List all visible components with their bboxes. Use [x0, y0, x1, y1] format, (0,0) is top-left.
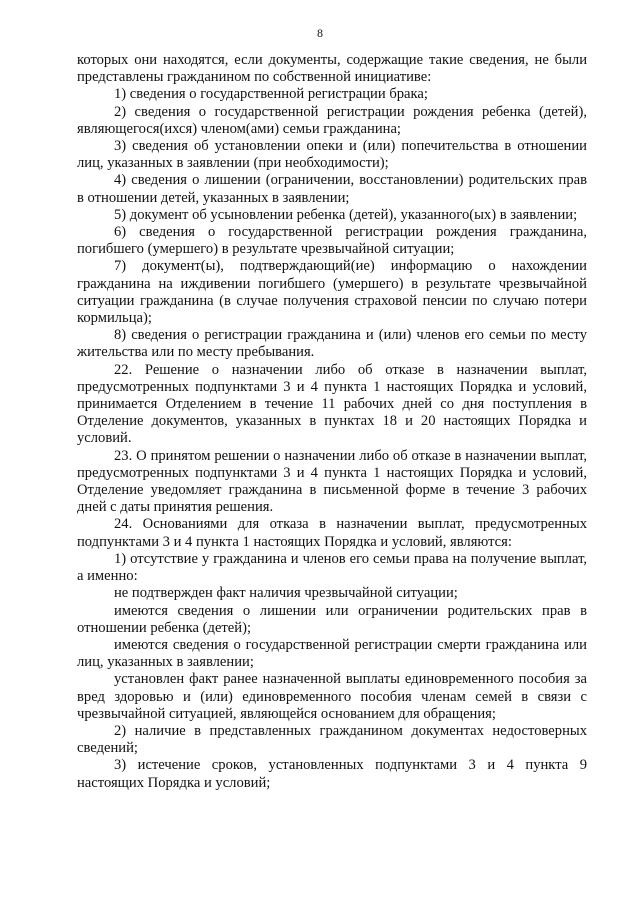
paragraph: имеются сведения о государственной регистрации смерти гражданина или лиц, указанных в заявлении;: [77, 636, 587, 671]
paragraph: 8) сведения о регистрации гражданина и (или) членов его семьи по месту жительства или по месту пребывания.: [77, 327, 587, 361]
paragraph: имеются сведения о лишении или ограничении родительских прав в отношении ребенка (детей);: [77, 602, 587, 636]
page-number: 8: [317, 26, 323, 40]
paragraph: 22. Решение о назначении либо об отказе в назначении выплат, предусмотренных подпунктами 3 и 4 пункта 1 настоящих Порядка и условий, принимается Отделением в течение 11 рабочих дней со дня поступления в Отделение документов, указанных в пунктах 18 и 20 настоящих Порядка и условий.: [77, 361, 587, 447]
paragraph: установлен факт ранее назначенной выплаты единовременного пособия за вред здоровью и (или) единовременного пособия членам семей в связи с чрезвычайной ситуацией, являющейся основанием для обращения;: [77, 671, 587, 722]
document-body: [77, 52, 587, 792]
paragraph: 5) документ об усыновлении ребенка (детей), указанного(ых) в заявлении;: [114, 206, 578, 223]
paragraph: 2) сведения о государственной регистрации рождения ребенка (детей), являющегося(ихся) членом(ами) семьи гражданина;: [77, 103, 587, 137]
paragraph: 1) сведения о государственной регистрации брака;: [114, 86, 428, 103]
paragraph: 3) сведения об установлении опеки и (или) попечительства в отношении лиц, указанных в заявлении (при необходимости);: [77, 138, 587, 172]
paragraph: не подтвержден факт наличия чрезвычайной ситуации;: [114, 585, 458, 602]
paragraph: 3) истечение сроков, установленных подпунктами 3 и 4 пункта 9 настоящих Порядка и условий;: [77, 757, 587, 791]
paragraph: 2) наличие в представленных гражданином документах недостоверных сведений;: [77, 722, 587, 757]
paragraph: 23. О принятом решении о назначении либо об отказе в назначении выплат, предусмотренных подпунктами 3 и 4 пункта 1 настоящих Порядка и условий, Отделение уведомляет гражданина в письменной форме в течение 3 рабочих дней с даты принятия решения.: [77, 447, 587, 516]
paragraph: 6) сведения о государственной регистрации рождения гражданина, погибшего (умершего) в результате чрезвычайной ситуации;: [77, 224, 587, 258]
paragraph: 7) документ(ы), подтверждающий(ие) информацию о нахождении гражданина на иждивении погибшего (умершего) в результате чрезвычайной ситуации гражданина (в случае получения страховой пенсии по случаю потери кормильца);: [77, 258, 587, 327]
paragraph: 1) отсутствие у гражданина и членов его семьи права на получение выплат, а именно:: [77, 550, 587, 585]
paragraph: 4) сведения о лишении (ограничении, восстановлении) родительских прав в отношении детей, указанных в заявлении;: [77, 172, 587, 206]
paragraph: которых они находятся, если документы, содержащие такие сведения, не были представлены гражданином по собственной инициативе:: [77, 52, 587, 86]
paragraph: 24. Основаниями для отказа в назначении выплат, предусмотренных подпунктами 3 и 4 пункта 1 настоящих Порядка и условий, являются:: [77, 516, 587, 550]
